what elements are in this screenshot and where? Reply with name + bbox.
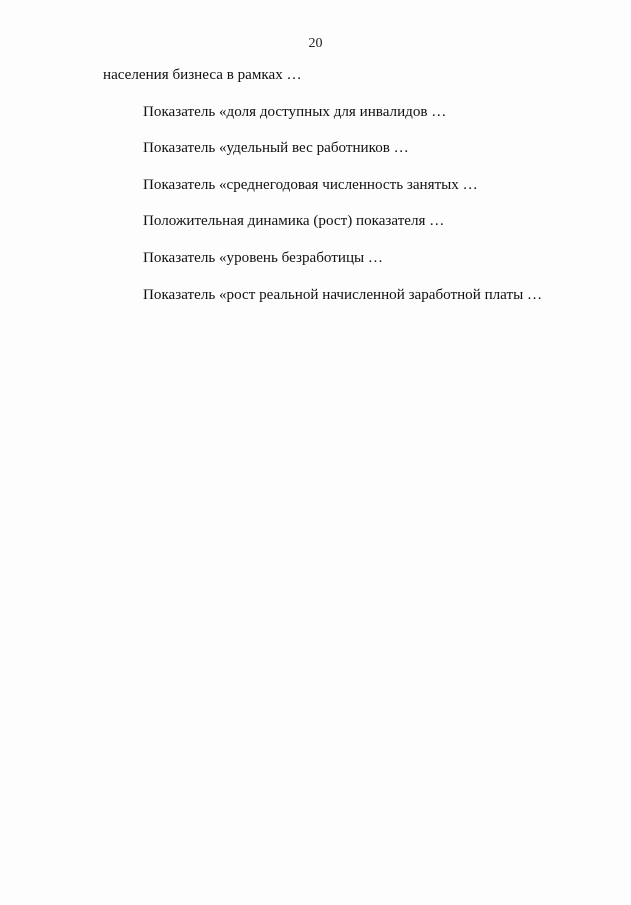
paragraph-1: населения бизнеса в рамках … bbox=[103, 67, 302, 83]
paragraph-5: Положительная динамика (рост) показателя … bbox=[143, 213, 445, 230]
paragraph-4: Показатель «среднегодовая численность занятых … bbox=[143, 176, 478, 193]
paragraph-2: Показатель «доля доступных для инвалидов … bbox=[143, 103, 447, 120]
paragraph-7: Показатель «рост реальной начисленной заработной платы … bbox=[143, 286, 543, 303]
paragraph-6: Показатель «уровень безработицы … bbox=[143, 249, 384, 266]
body-text bbox=[103, 66, 609, 322]
paragraph-3: Показатель «удельный вес работников … bbox=[143, 140, 409, 157]
page-number: 20 bbox=[308, 36, 323, 51]
